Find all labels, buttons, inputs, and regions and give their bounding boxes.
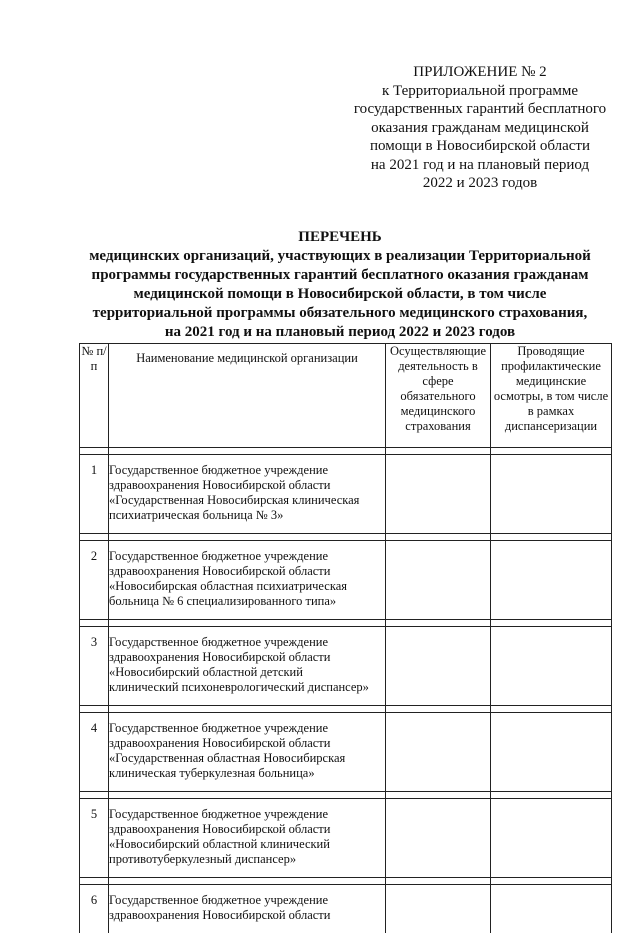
- heading-line: на 2021 год и на плановый период 2022 и 2023 годов: [60, 323, 620, 342]
- organization-name-line: «Государственная областная Новосибирская: [109, 751, 385, 766]
- table-spacer-row: [80, 534, 612, 541]
- spacer-cell: [386, 878, 491, 885]
- table-spacer-row: [80, 448, 612, 455]
- heading-line: медицинских организаций, участвующих в реализации Территориальной: [60, 247, 620, 266]
- organization-name-line: психиатрическая больница № 3»: [109, 508, 385, 523]
- table-header-row: [80, 344, 612, 448]
- organization-name-line: Государственное бюджетное учреждение: [109, 807, 385, 822]
- organization-name-line: «Новосибирский областной клинический: [109, 837, 385, 852]
- spacer-cell: [80, 706, 109, 713]
- spacer-cell: [386, 620, 491, 627]
- oms-cell: [386, 455, 491, 534]
- table-spacer-row: [80, 620, 612, 627]
- spacer-cell: [491, 534, 612, 541]
- oms-cell: [386, 799, 491, 878]
- prof-cell: [491, 885, 612, 933]
- spacer-cell: [109, 534, 386, 541]
- organization-name-line: здравоохранения Новосибирской области: [109, 650, 385, 665]
- organization-name-line: клиническая туберкулезная больница»: [109, 766, 385, 781]
- spacer-cell: [109, 706, 386, 713]
- table-spacer-row: [80, 706, 612, 713]
- spacer-cell: [109, 448, 386, 455]
- header-prof: Проводящие профилактические медицинские осмотры, в том числе в рамках диспансеризации: [491, 344, 612, 448]
- organization-name-line: противотуберкулезный диспансер»: [109, 852, 385, 867]
- heading-title: ПЕРЕЧЕНЬ: [60, 228, 620, 247]
- table-body: [80, 448, 612, 933]
- organization-name-line: здравоохранения Новосибирской области: [109, 478, 385, 493]
- row-number: 6: [80, 885, 109, 933]
- organization-name: [109, 713, 386, 792]
- table-row: [80, 541, 612, 620]
- spacer-cell: [386, 448, 491, 455]
- organization-name: [109, 541, 386, 620]
- spacer-cell: [109, 792, 386, 799]
- spacer-cell: [109, 878, 386, 885]
- oms-cell: [386, 541, 491, 620]
- organization-name-line: Государственное бюджетное учреждение: [109, 721, 385, 736]
- table-row: [80, 799, 612, 878]
- appendix-line: ПРИЛОЖЕНИЕ № 2: [330, 63, 630, 82]
- appendix-line: помощи в Новосибирской области: [330, 137, 630, 156]
- organization-name-line: клинический психоневрологический диспансер»: [109, 680, 385, 695]
- organization-name-line: «Новосибирский областной детский: [109, 665, 385, 680]
- prof-cell: [491, 713, 612, 792]
- header-name: Наименование медицинской организации: [109, 344, 386, 448]
- organization-name-line: Государственное бюджетное учреждение: [109, 549, 385, 564]
- oms-cell: [386, 713, 491, 792]
- spacer-cell: [386, 534, 491, 541]
- document-heading: [60, 228, 620, 342]
- spacer-cell: [491, 706, 612, 713]
- prof-cell: [491, 455, 612, 534]
- organization-name-line: «Государственная Новосибирская клиническая: [109, 493, 385, 508]
- organization-name: [109, 885, 386, 933]
- organization-name-line: здравоохранения Новосибирской области: [109, 736, 385, 751]
- appendix-line: государственных гарантий бесплатного: [330, 100, 630, 119]
- prof-cell: [491, 541, 612, 620]
- spacer-cell: [80, 620, 109, 627]
- appendix-line: 2022 и 2023 годов: [330, 174, 630, 193]
- header-oms: Осуществляющие деятельность в сфере обязательного медицинского страхования: [386, 344, 491, 448]
- spacer-cell: [80, 448, 109, 455]
- prof-cell: [491, 799, 612, 878]
- organization-name-line: здравоохранения Новосибирской области: [109, 908, 385, 923]
- spacer-cell: [491, 620, 612, 627]
- organization-name-line: Государственное бюджетное учреждение: [109, 893, 385, 908]
- organization-name-line: здравоохранения Новосибирской области: [109, 564, 385, 579]
- appendix-line: к Территориальной программе: [330, 82, 630, 101]
- appendix-block: [330, 63, 630, 193]
- organizations-table: [79, 343, 612, 933]
- spacer-cell: [80, 792, 109, 799]
- table-spacer-row: [80, 792, 612, 799]
- row-number: 2: [80, 541, 109, 620]
- heading-line: медицинской помощи в Новосибирской области, в том числе: [60, 285, 620, 304]
- organization-name-line: больница № 6 специализированного типа»: [109, 594, 385, 609]
- organization-name-line: «Новосибирская областная психиатрическая: [109, 579, 385, 594]
- spacer-cell: [386, 706, 491, 713]
- spacer-cell: [109, 620, 386, 627]
- table-spacer-row: [80, 878, 612, 885]
- row-number: 4: [80, 713, 109, 792]
- row-number: 1: [80, 455, 109, 534]
- spacer-cell: [491, 878, 612, 885]
- row-number: 5: [80, 799, 109, 878]
- row-number: 3: [80, 627, 109, 706]
- organization-name-line: здравоохранения Новосибирской области: [109, 822, 385, 837]
- header-num: № п/п: [80, 344, 109, 448]
- oms-cell: [386, 885, 491, 933]
- table-row: [80, 455, 612, 534]
- organization-name: [109, 455, 386, 534]
- spacer-cell: [386, 792, 491, 799]
- table-row: [80, 627, 612, 706]
- prof-cell: [491, 627, 612, 706]
- organization-name: [109, 627, 386, 706]
- organization-name-line: Государственное бюджетное учреждение: [109, 635, 385, 650]
- heading-line: территориальной программы обязательного медицинского страхования,: [60, 304, 620, 323]
- organization-name-line: Государственное бюджетное учреждение: [109, 463, 385, 478]
- appendix-line: на 2021 год и на плановый период: [330, 156, 630, 175]
- heading-line: программы государственных гарантий бесплатного оказания гражданам: [60, 266, 620, 285]
- oms-cell: [386, 627, 491, 706]
- spacer-cell: [80, 878, 109, 885]
- table-row: [80, 885, 612, 933]
- spacer-cell: [491, 448, 612, 455]
- spacer-cell: [80, 534, 109, 541]
- organization-name: [109, 799, 386, 878]
- table-row: [80, 713, 612, 792]
- spacer-cell: [491, 792, 612, 799]
- appendix-line: оказания гражданам медицинской: [330, 119, 630, 138]
